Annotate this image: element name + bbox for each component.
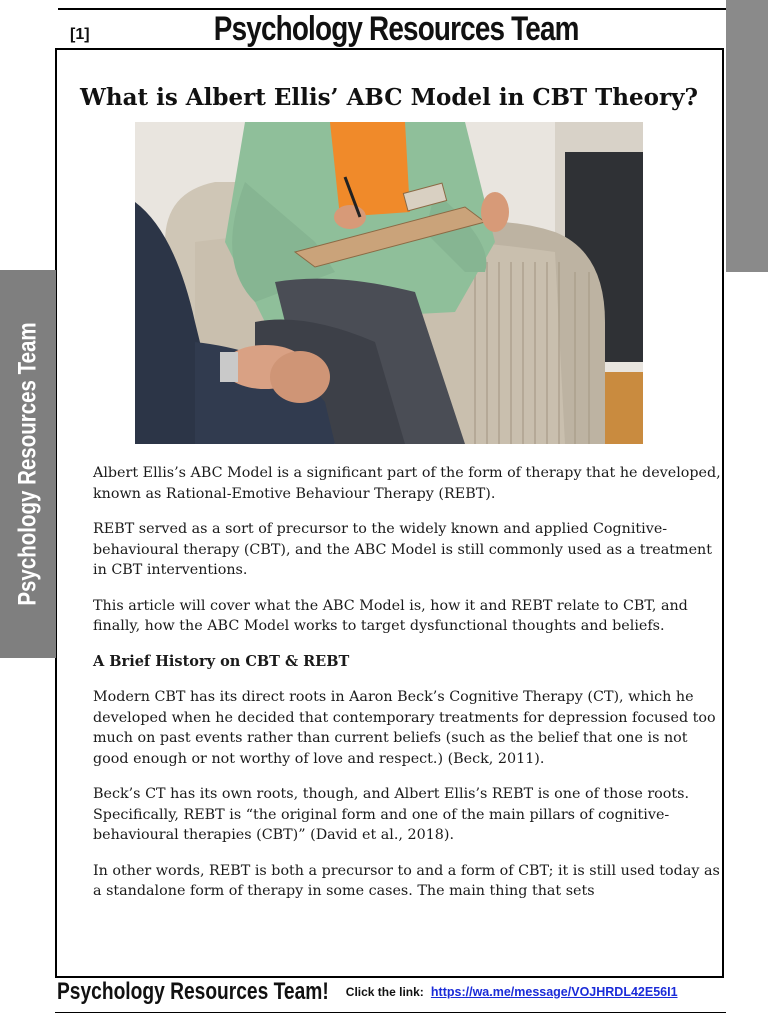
article-title: What is Albert Ellis’ ABC Model in CBT Theory? (80, 84, 698, 111)
paragraph-5: Beck’s CT has its own roots, though, and Albert Ellis’s REBT is one of those roots. Specifically, REBT is “the original form and one of the main pillars of cognitive-behavioural therapies (CBT)” (David et al., 2018). (93, 786, 689, 843)
therapy-session-illustration (135, 122, 643, 444)
right-decorative-tab (726, 0, 768, 272)
paragraph-6: In other words, REBT is both a precursor to and a form of CBT; it is still used today as a standalone form of therapy in some cases. The main thing that sets (93, 862, 720, 899)
paragraph-4: Modern CBT has its direct roots in Aaron Beck’s Cognitive Therapy (CT), which he developed when he decided that contemporary treatments for depression focused too much on past events rather than current beliefs (such as the belief that one is not good enough or not worthy of love and respect.) (Beck, 2011). (93, 689, 716, 767)
paragraph-2: REBT served as a sort of precursor to the widely known and applied Cognitive-behavioural therapy (CBT), and the ABC Model is still commonly used as a treatment in CBT interventions. (93, 521, 712, 578)
paragraph-1: Albert Ellis’s ABC Model is a significant part of the form of therapy that he developed, known as Rational-Emotive Behaviour Therapy (REBT). (93, 465, 721, 502)
side-tab-label: Psychology Resources Team (13, 322, 42, 606)
footer (57, 978, 757, 1010)
section-heading: A Brief History on CBT & REBT (93, 652, 350, 670)
whatsapp-link[interactable]: https://wa.me/message/VOJHRDL42E56I1 (430, 985, 678, 999)
paragraph-3: This article will cover what the ABC Model is, how it and REBT relate to CBT, and finally, how the ABC Model works to target dysfunctional thoughts and beliefs. (93, 597, 688, 634)
left-side-tab (0, 270, 56, 658)
article-body (93, 463, 725, 917)
bottom-rule (55, 1012, 726, 1013)
therapy-session-photo (135, 122, 643, 444)
header-title: Psychology Resources Team (213, 10, 579, 48)
footer-brand: Psychology Resources Team! (57, 978, 329, 1005)
header (58, 12, 726, 48)
footer-cta: Click the link: (345, 985, 424, 999)
page-number: [1] (70, 26, 90, 43)
